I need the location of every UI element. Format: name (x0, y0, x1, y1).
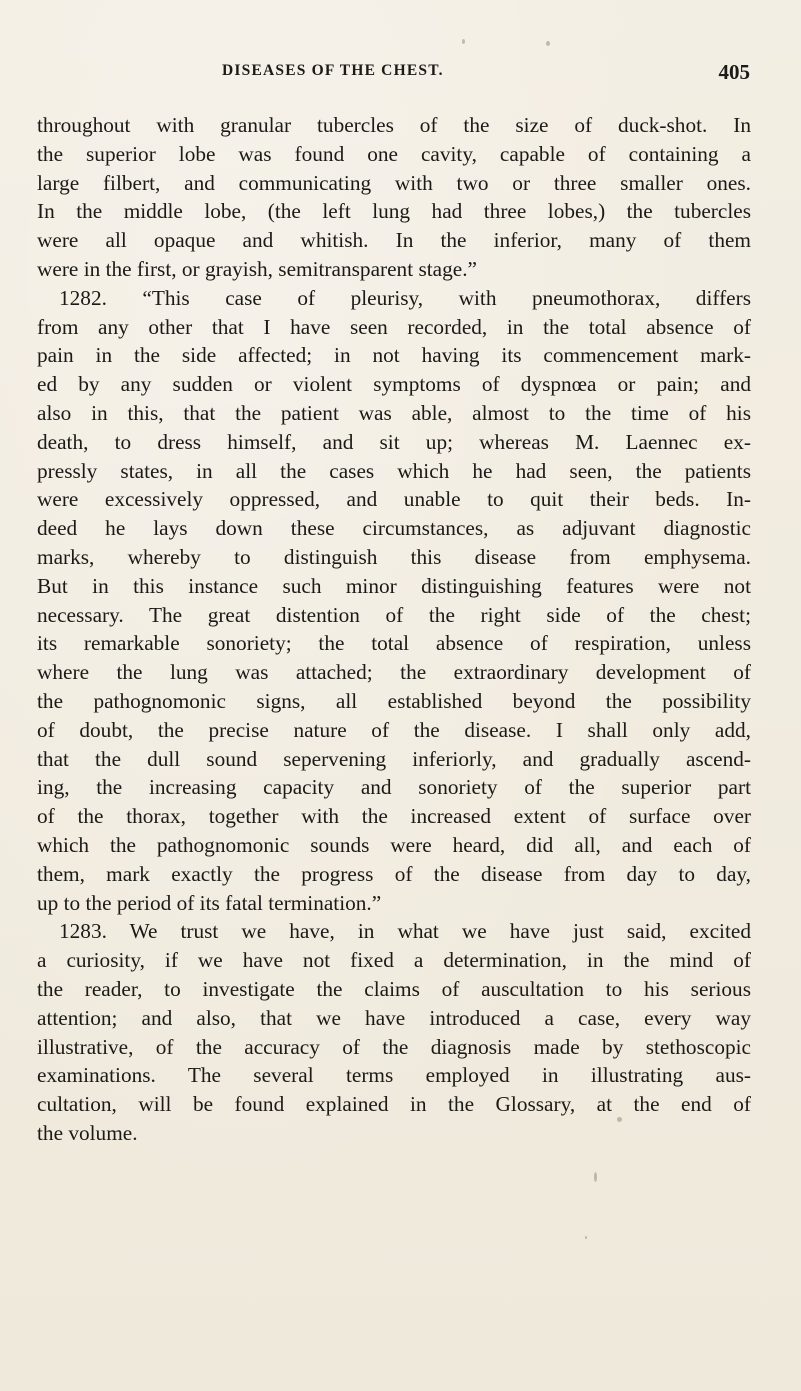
text-line: pain in the side affected; in not having its commencement mark- (37, 343, 751, 368)
text-line: up to the period of its fatal termination.” (37, 890, 382, 915)
text-line: ing, the increasing capacity and sonoriety of the superior part (37, 775, 751, 800)
text-line: illustrative, of the accuracy of the diagnosis made by stethoscopic (37, 1034, 751, 1059)
running-title: DISEASES OF THE CHEST. (222, 62, 444, 79)
text-line: a curiosity, if we have not fixed a determination, in the mind of (37, 948, 751, 973)
text-line: its remarkable sonoriety; the total absence of respiration, unless (37, 631, 751, 656)
paper-speck (546, 41, 550, 46)
text-line: the volume. (37, 1120, 138, 1145)
text-line: examinations. The several terms employed in illustrating aus- (37, 1063, 751, 1088)
text-line: large filbert, and communicating with two or three smaller ones. (37, 170, 751, 195)
text-line: from any other that I have seen recorded, in the total absence of (37, 314, 751, 339)
text-line: the superior lobe was found one cavity, capable of containing a (37, 141, 751, 166)
text-line: which the pathognomonic sounds were heard, did all, and each of (37, 832, 751, 857)
paper-speck (585, 1236, 587, 1239)
text-line: necessary. The great distention of the right side of the chest; (37, 602, 751, 627)
paragraph-1282-start: 1282. “This case of pleurisy, with pneumothorax, differs (59, 285, 751, 310)
paper-speck (617, 1117, 622, 1122)
text-line: also in this, that the patient was able, almost to the time of his (37, 400, 751, 425)
text-line: of the thorax, together with the increased extent of surface over (37, 804, 751, 829)
text-line: attention; and also, that we have introduced a case, every way (37, 1005, 751, 1030)
text-line: But in this instance such minor distinguishing features were not (37, 573, 751, 598)
text-line: ed by any sudden or violent symptoms of dyspnœa or pain; and (37, 372, 751, 397)
text-line: cultation, will be found explained in the Glossary, at the end of (37, 1092, 751, 1117)
page-number: 405 (718, 60, 750, 84)
page-header (140, 62, 750, 86)
text-line: of doubt, the precise nature of the disease. I shall only add, (37, 717, 751, 742)
text-line: the reader, to investigate the claims of auscultation to his serious (37, 976, 751, 1001)
text-line: deed he lays down these circumstances, as adjuvant diagnostic (37, 516, 751, 541)
text-line: death, to dress himself, and sit up; whereas M. Laennec ex- (37, 429, 751, 454)
text-line: where the lung was attached; the extraordinary development of (37, 660, 751, 685)
text-line: pressly states, in all the cases which he had seen, the patients (37, 458, 751, 483)
text-line: that the dull sound sepervening inferiorly, and gradually ascend- (37, 746, 751, 771)
paper-speck (462, 39, 465, 44)
body-text (37, 111, 751, 1148)
text-line: marks, whereby to distinguish this disease from emphysema. (37, 544, 751, 569)
text-line: were all opaque and whitish. In the inferior, many of them (37, 228, 751, 253)
paragraph-1283-start: 1283. We trust we have, in what we have just said, excited (59, 919, 751, 944)
text-line: them, mark exactly the progress of the disease from day to day, (37, 861, 751, 886)
text-line: were excessively oppressed, and unable to quit their beds. In- (37, 487, 751, 512)
text-line: were in the first, or grayish, semitransparent stage.” (37, 256, 477, 281)
paper-speck (594, 1172, 597, 1182)
text-line: In the middle lobe, (the left lung had three lobes,) the tubercles (37, 199, 751, 224)
text-line: throughout with granular tubercles of the size of duck-shot. In (37, 113, 751, 137)
text-line: the pathognomonic signs, all established beyond the possibility (37, 688, 751, 713)
